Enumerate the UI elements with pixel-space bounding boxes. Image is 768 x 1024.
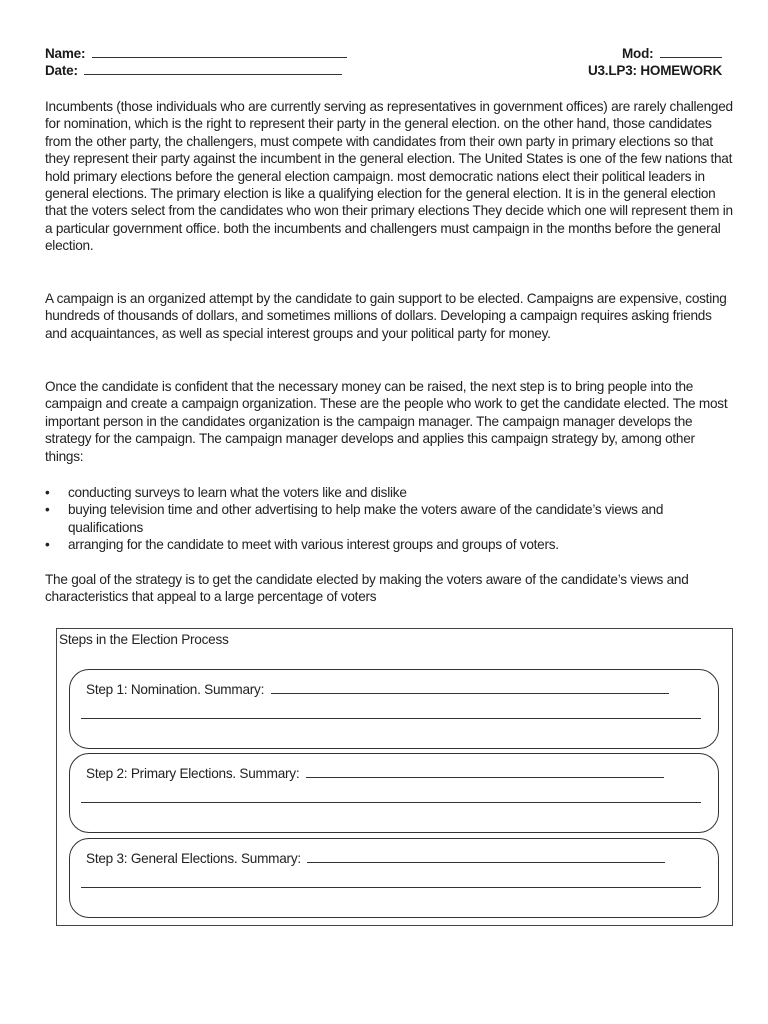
step-2-box (69, 753, 719, 833)
step-3-box (69, 838, 719, 918)
list-item (45, 501, 735, 536)
mod-row (588, 45, 722, 62)
list-item-text: arranging for the candidate to meet with various interest groups and groups of voters. (68, 537, 559, 553)
paragraph-campaign: A campaign is an organized attempt by the candidate to gain support to be elected. Campaigns are expensive, costing hundreds of thousands of dollars, and sometimes millions of dollars. Developing a campaign requires asking friends and acquaintances, as well as special interest groups and your political party for money. (45, 291, 727, 341)
bullet-icon: • (45, 502, 50, 518)
bullet-icon: • (45, 537, 50, 553)
step-3-summary-line-2[interactable] (81, 887, 701, 888)
step-2-label: Step 2: Primary Elections. Summary: (86, 766, 300, 781)
name-label: Name: (45, 46, 86, 61)
list-item-text: buying television time and other advertising to help make the voters aware of the candidate’s views and qualifications (68, 502, 664, 535)
election-steps-box (56, 628, 733, 926)
list-item (45, 484, 735, 501)
step-3-summary-field[interactable] (307, 862, 665, 863)
step-1-summary-field[interactable] (271, 693, 669, 694)
assignment-info (588, 45, 722, 79)
paragraph-goal: The goal of the strategy is to get the candidate elected by making the voters aware of the candidate’s views and characteristics that appeal to a large percentage of voters (45, 572, 689, 605)
step-2-summary-line-2[interactable] (81, 802, 701, 803)
mod-label: Mod: (622, 46, 654, 61)
date-label: Date: (45, 63, 78, 78)
list-item-text: conducting surveys to learn what the voters like and dislike (68, 485, 407, 500)
date-field[interactable] (84, 74, 342, 75)
step-1-summary-line-2[interactable] (81, 718, 701, 719)
paragraph-campaign-manager: Once the candidate is confident that the necessary money can be raised, the next step is to bring people into the campaign and create a campaign organization. These are the people who work to get the candidate elected. The most important person in the candidates organization is the campaign manager. The campaign manager develops the strategy for the campaign. The campaign manager develops and applies this campaign strategy by, among other things: (45, 379, 728, 464)
step-3-label: Step 3: General Elections. Summary: (86, 851, 301, 866)
date-row (45, 62, 347, 79)
paragraph-incumbents: Incumbents (those individuals who are currently serving as representatives in government offices) are rarely challenged for nomination, which is the right to represent their party in the general election. on the other hand, those candidates from the other party, the challengers, must compete with candidates from their own party in primary elections so that they represent their party against the incumbent in the general election. The United States is one of the few nations that hold primary elections before the general election campaign. most democratic nations elect their political leaders in general elections. The primary election is like a qualifying election for the general election. It is in the general election that the voters select from the candidates who won their primary elections They decide which one will represent them in a particular government office. both the incumbents and challengers must campaign in the months before the general election. (45, 99, 733, 254)
name-field[interactable] (92, 57, 347, 58)
name-row (45, 45, 347, 62)
step-2-summary-field[interactable] (306, 777, 664, 778)
strategy-list (45, 484, 735, 554)
box-title: Steps in the Election Process (59, 632, 229, 647)
list-item (45, 536, 735, 553)
step-1-row (86, 682, 669, 697)
student-info (45, 45, 347, 79)
assignment-title: U3.LP3: HOMEWORK (587, 63, 722, 78)
step-2-row (86, 766, 664, 781)
step-3-row (86, 851, 665, 866)
step-1-box (69, 669, 719, 749)
step-1-label: Step 1: Nomination. Summary: (86, 682, 265, 697)
mod-field[interactable] (660, 57, 722, 58)
bullet-icon: • (45, 485, 50, 500)
